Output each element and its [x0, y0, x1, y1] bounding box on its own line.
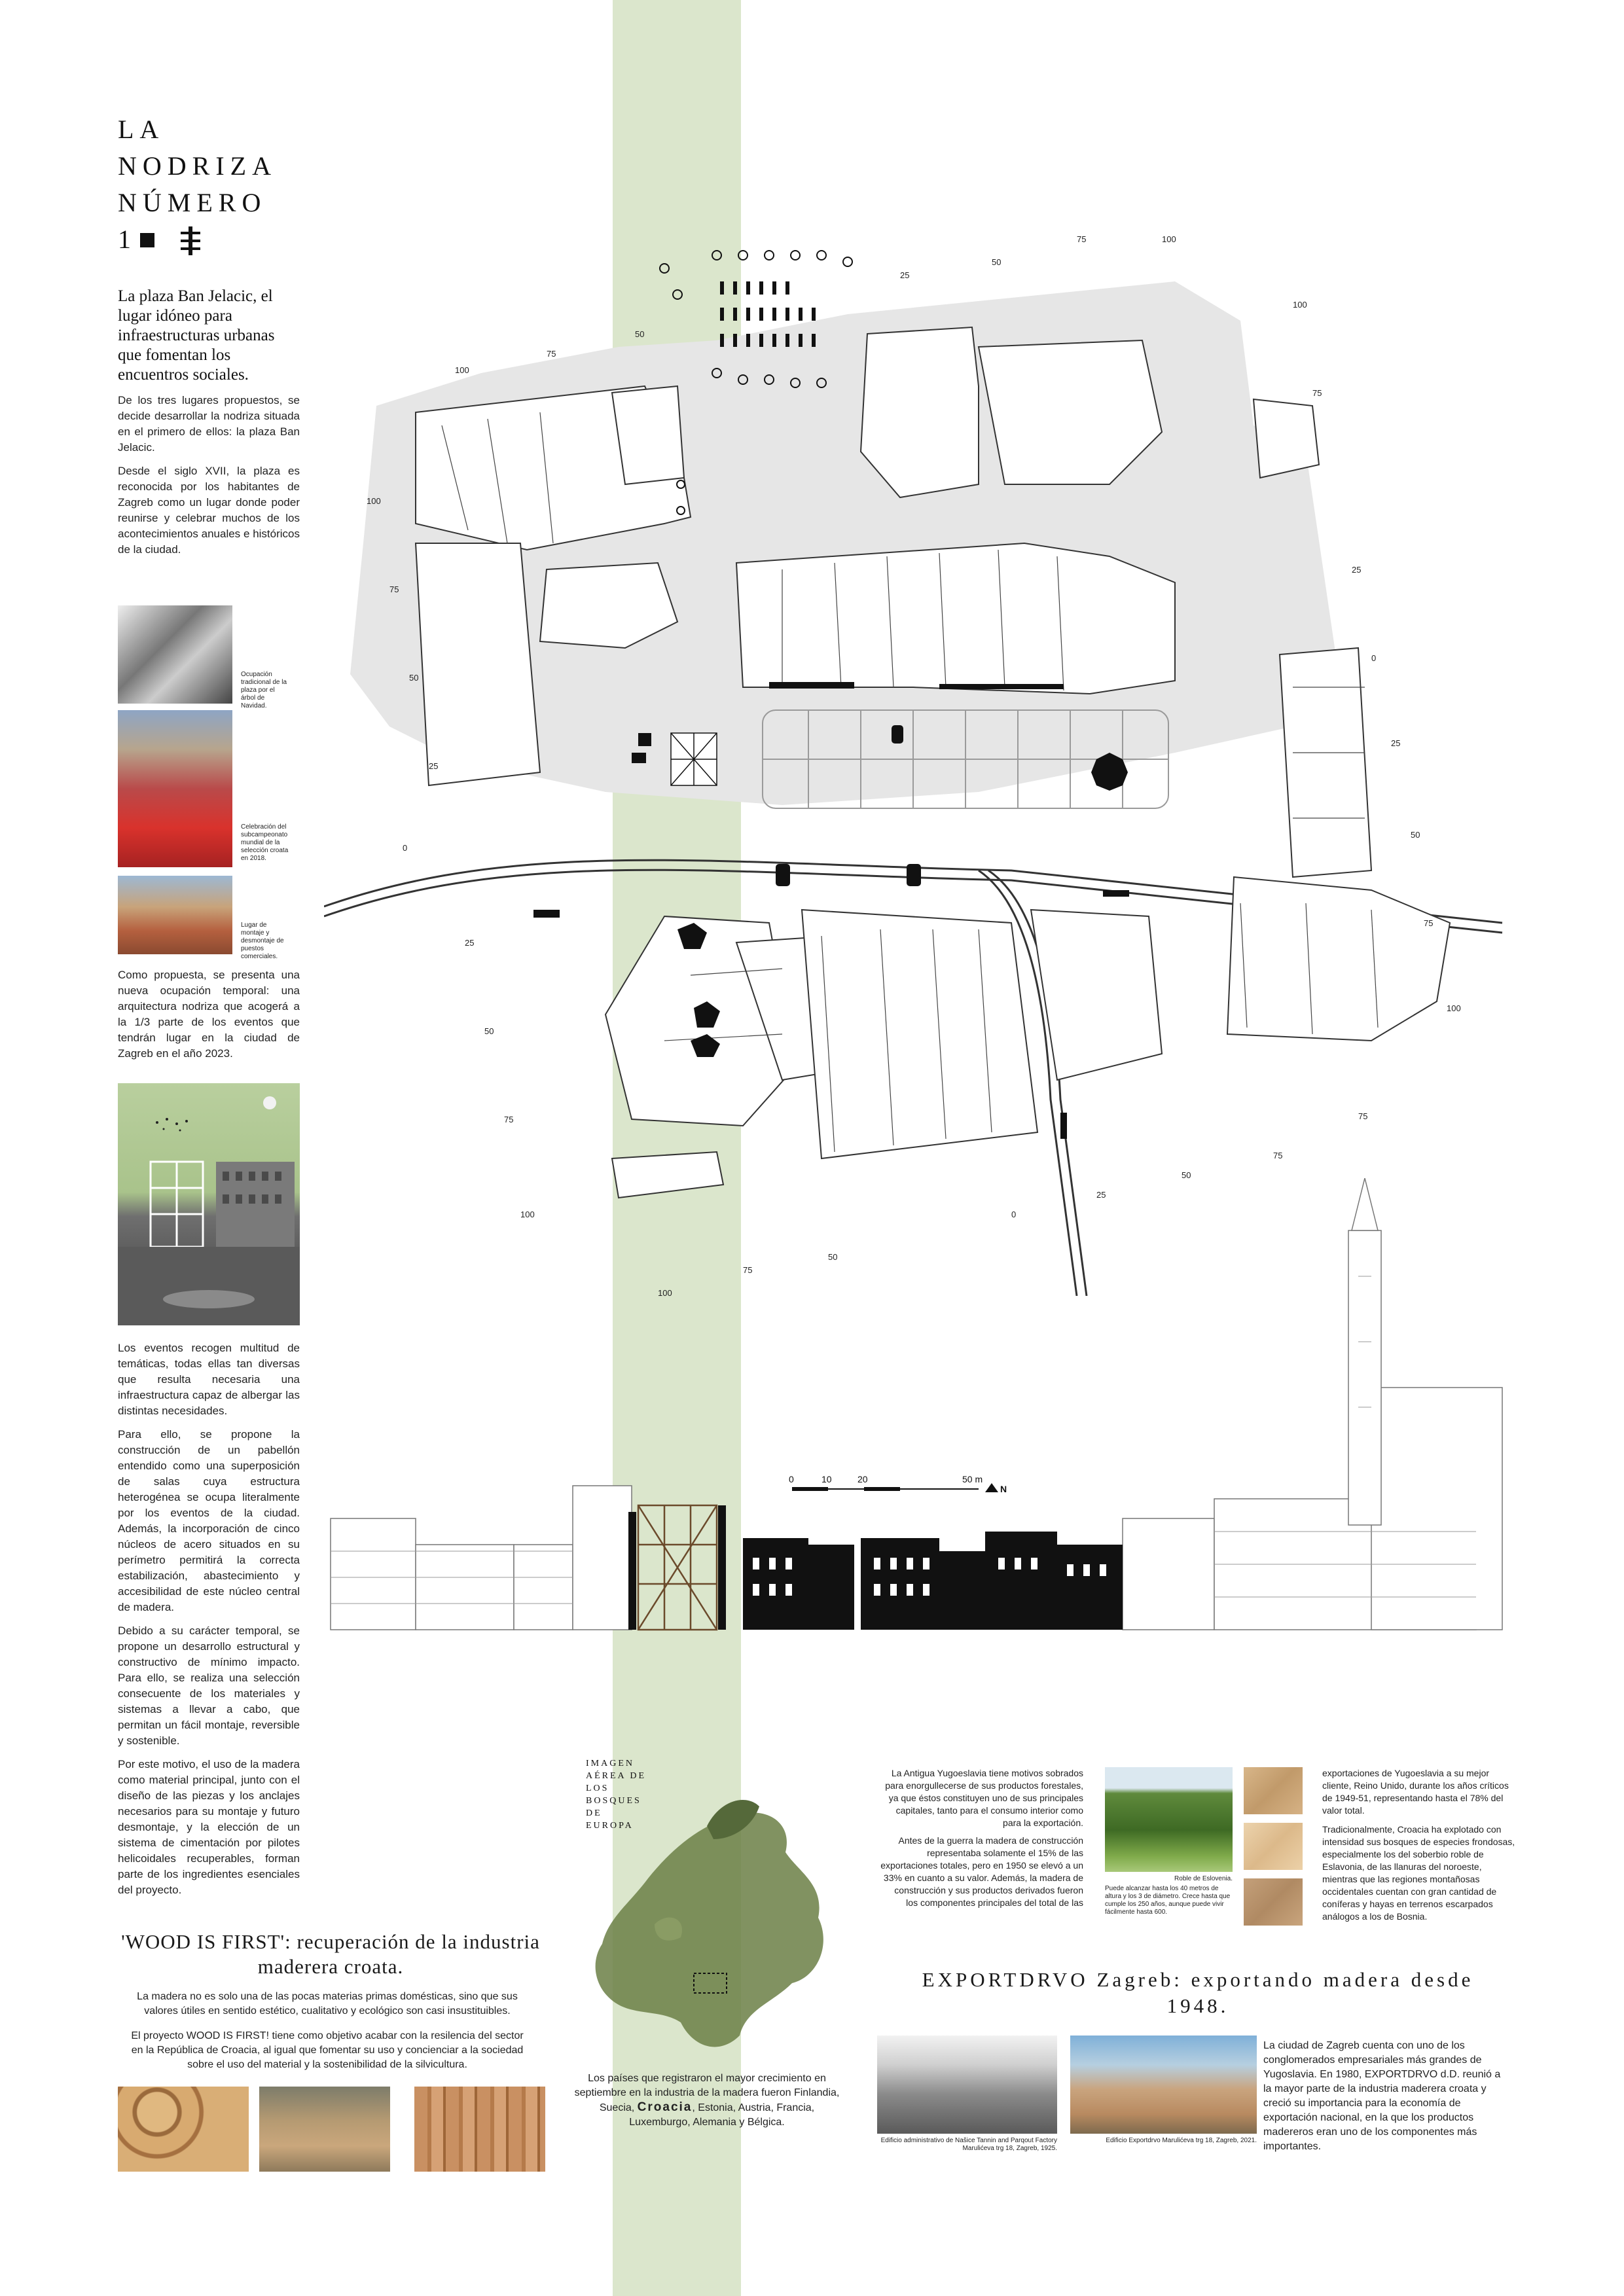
- scale-label: 0: [789, 1474, 794, 1484]
- contour-label: 0: [403, 843, 408, 853]
- page-subtitle: La plaza Ban Jelacic, el lugar idóneo para infraestructuras urbanas que fomentan los encuentros sociales.: [118, 287, 275, 384]
- contour-label: 75: [504, 1115, 514, 1124]
- photo-admin-building-1925: [877, 2036, 1057, 2134]
- contour-label: 100: [1162, 234, 1176, 244]
- intro-text: [118, 393, 300, 558]
- photo-oak-tree: [1105, 1767, 1233, 1872]
- photo-market-stalls: [118, 876, 232, 954]
- contour-label: 50: [484, 1026, 494, 1036]
- collage-pavilion-image: [118, 1083, 300, 1325]
- contour-label: 100: [1447, 1003, 1461, 1013]
- collage-drawing: [118, 1083, 300, 1325]
- yugo-paragraph-3: exportaciones de Yugoeslavia a su mejor cliente, Reino Unido, durante los años críticos de 1949-51, representando hasta el 78% del valor total.: [1322, 1768, 1509, 1816]
- yugo-paragraph-1: La Antigua Yugoeslavia tiene motivos sobrados para enorgullecerse de sus productos forestales, ya que éstos constituyen uno de sus principales capitales, tanto para el consumo interior como para la exportación.: [885, 1768, 1083, 1828]
- contour-label: 75: [389, 584, 399, 594]
- contour-label: 75: [1424, 918, 1434, 928]
- events-paragraph-2: Para ello, se propone la construcción de un pabellón entendido como una superposición de salas cuya estructura heterogénea se ocupa literalmente por los eventos de la ciudad. Además, la incorporación de cinco núcleos de acero situados en su perímetro permitirá la correcta estabilización, abastecimiento y accesibilidad de este núcleo central de madera.: [118, 1428, 300, 1613]
- photo-timber-truck: [259, 2087, 390, 2172]
- yugo-paragraph-2: Antes de la guerra la madera de construcción representaba solamente el 15% de las exportaciones totales, pero en 1950 se elevó a un 33% en cuanto a su valor. Además, la madera de construcción y sus productos derivados fueron los componentes principales del total de las: [880, 1835, 1083, 1908]
- north-arrow-icon: [985, 1483, 998, 1492]
- title-line-4: 1: [118, 224, 137, 254]
- north-label: N: [1000, 1484, 1007, 1494]
- events-paragraph-1: Los eventos recogen multitud de temáticas, todas ellas tan diversas que resulta necesaria una infraestructura capaz de albergar las distintas necesidades.: [118, 1342, 300, 1417]
- caption-celebration: Celebración del subcampeonato mundial de la selección croata en 2018.: [241, 823, 289, 862]
- contour-label: 25: [429, 761, 439, 771]
- scale-label: 50 m: [962, 1474, 983, 1484]
- contour-label: 75: [1273, 1151, 1283, 1160]
- europe-title-line: DE: [586, 1808, 602, 1818]
- title-line-1: LA: [118, 115, 165, 144]
- contour-label: 50: [635, 329, 645, 339]
- yugo-paragraph-4: Tradicionalmente, Croacia ha explotado con intensidad sus bosques de especies frondosas, especialmente los del soberbio roble de Eslavonia, de las llanuras del noroeste, mientras que las regiones montañosas occidentales cuentan con gran cantidad de coníferas y hayas en terrenos escarpados análogos a los de Bosnia.: [1322, 1824, 1515, 1922]
- contour-label: 25: [1391, 738, 1401, 748]
- contour-label: 75: [1077, 234, 1087, 244]
- title-line-4-row: [118, 221, 314, 258]
- europe-text: [569, 2072, 844, 2130]
- contour-label: 100: [658, 1288, 672, 1296]
- title-square-icon: [140, 233, 154, 247]
- europe-landmass: [596, 1812, 823, 2047]
- europe-text-after: , Estonia, Austria, Francia, Luxemburgo, Alemania y Bélgica.: [629, 2102, 815, 2128]
- contour-label: 100: [455, 365, 469, 375]
- events-paragraph-3: Debido a su carácter temporal, se propone un desarrollo estructural y constructivo de mínimo impacto. Para ello, se realiza una selección consecuente de los materiales y sistemas a llevar a cabo, que permitan un fácil montaje, reversible y sostenible.: [118, 1624, 300, 1747]
- export-paragraph: La ciudad de Zagreb cuenta con uno de los conglomerados empresariales más grandes de Yugoslavia. En 1980, EXPORTDRVO d.D. reunió a la mayor parte de la industria maderera croata y creció su importancia para la economía de exportación nacional, en la que los productos madereros eran uno de los componentes más importantes.: [1263, 2040, 1501, 2152]
- contour-label: 75: [547, 349, 556, 359]
- pavilion-plan: [671, 733, 717, 785]
- europe-title-line: BOSQUES: [586, 1796, 641, 1806]
- contour-label: 50: [1411, 830, 1420, 840]
- photo-sawn-timber: [414, 2087, 545, 2172]
- yugo-text: [880, 1767, 1083, 1909]
- caption-christmas: Ocupación tradicional de la plaza por el árbol de Navidad.: [241, 671, 287, 709]
- europe-text-before: Los países que registraron el mayor crecimiento en septiembre en la industria de la madera fueron Finlandia, Suecia,: [574, 2073, 840, 2113]
- elevation-black-buildings: [743, 1532, 1123, 1630]
- intro-paragraph-2: Desde el siglo XVII, la plaza es reconocida por los habitantes de Zagreb como un lugar donde poder reunirse y celebrar muchos de los acontecimientos anuales e históricos de la ciudad.: [118, 465, 300, 556]
- yugo-text-right: [1322, 1767, 1519, 1923]
- contour-label: 50: [409, 673, 419, 683]
- wood-sample-2: [1244, 1823, 1303, 1870]
- contour-label: 25: [1096, 1190, 1106, 1200]
- oak-caption-title: Roble de Eslovenia.: [1174, 1875, 1233, 1882]
- scale-label: 20: [857, 1474, 868, 1484]
- proposal-paragraph: Como propuesta, se presenta una nueva ocupación temporal: una arquitectura nodriza que acogerá a la 1/3 parte de los eventos que tendrán lugar en la ciudad de Zagreb en el año 2023.: [118, 969, 300, 1060]
- contour-label: 25: [900, 270, 910, 280]
- wood-sample-3: [1244, 1878, 1303, 1926]
- street-elevation: [324, 1178, 1515, 1636]
- caption-building-1925: Edificio administrativo de Našice Tannin and Parqout Factory Marulićeva trg 18, Zagreb, 1925.: [880, 2137, 1057, 2152]
- europe-title-line: IMAGEN: [586, 1759, 634, 1768]
- elevation-pavilion: [638, 1505, 717, 1630]
- contour-label: 100: [1293, 300, 1307, 310]
- oak-caption: Puede alcanzar hasta los 40 metros de altura y los 3 de diámetro. Crece hasta que cumple los 250 años, aunque puede vivir fácilmente hasta 600.: [1105, 1885, 1231, 1916]
- contour-label: 50: [1182, 1170, 1191, 1180]
- wood-paragraph-1: La madera no es solo una de las pocas materias primas domésticas, sino que sus valores útiles en sentido estético, cualitativo y ecológico son casi insustituibles.: [137, 1991, 518, 2017]
- contour-label: 100: [520, 1210, 535, 1219]
- events-text: [118, 1340, 300, 1898]
- europe-text-croatia: Croacia: [637, 2100, 693, 2114]
- contour-label: 50: [992, 257, 1001, 267]
- contour-label: 100: [367, 496, 381, 506]
- contour-label: 75: [1358, 1111, 1368, 1121]
- site-plan: [324, 216, 1535, 1296]
- photo-christmas-tree: [118, 605, 232, 704]
- contour-label: 75: [743, 1265, 753, 1275]
- europe-forest-map: [576, 1787, 851, 2068]
- contour-label: 50: [828, 1252, 838, 1262]
- wood-sample-1: [1244, 1767, 1303, 1814]
- europe-title-line: EUROPA: [586, 1821, 634, 1831]
- europe-title-line: LOS: [586, 1784, 609, 1793]
- photo-logs: [118, 2087, 249, 2172]
- photo-exportdrvo-building-2021: [1070, 2036, 1257, 2134]
- contour-label: 25: [1352, 565, 1362, 575]
- contour-label: 0: [1011, 1210, 1017, 1219]
- title-line-2: NODRIZA: [118, 151, 277, 181]
- title-scaffold-icon: [181, 226, 200, 255]
- scale-bar: [789, 1474, 1007, 1494]
- contour-label: 75: [1312, 388, 1322, 398]
- title-block: [118, 111, 314, 258]
- caption-building-2021: Edificio Exportdrvo Marulićeva trg 18, Zagreb, 2021.: [1106, 2137, 1257, 2144]
- title-line-3: NÚMERO: [118, 188, 267, 217]
- photo-celebration: [118, 710, 232, 867]
- events-paragraph-4: Por este motivo, el uso de la madera como material principal, junto con el diseño de las piezas y los anclajes necesarios para su montaje y futuro desmontaje, y la elección de un sistema de cimentación por pilotes helicoidales recuperables, forman parte de los ingredientes esenciales del proyecto.: [118, 1758, 300, 1896]
- intro-paragraph-1: De los tres lugares propuestos, se decide desarrollar la nodriza situada en el primero de ellos: la plaza Ban Jelacic.: [118, 394, 300, 454]
- scale-label: 10: [821, 1474, 832, 1484]
- export-section-title: EXPORTDRVO Zagreb: exportando madera desde 1948.: [922, 1968, 1474, 2017]
- wood-paragraph-2: El proyecto WOOD IS FIRST! tiene como objetivo acabar con la resilencia del sector en la República de Croacia, al igual que fomentar su uso y concienciar a la sociedad sobre el uso del material y la sostenibilidad de la silvicultura.: [131, 2030, 524, 2070]
- contour-label: 25: [465, 938, 475, 948]
- wood-section-title: 'WOOD IS FIRST': recuperación de la industria maderera croata.: [121, 1930, 540, 1978]
- contour-label: 0: [1371, 653, 1377, 663]
- europe-title-line: AÉREA DE: [586, 1771, 647, 1781]
- caption-market: Lugar de montaje y desmontaje de puestos comerciales.: [241, 922, 284, 960]
